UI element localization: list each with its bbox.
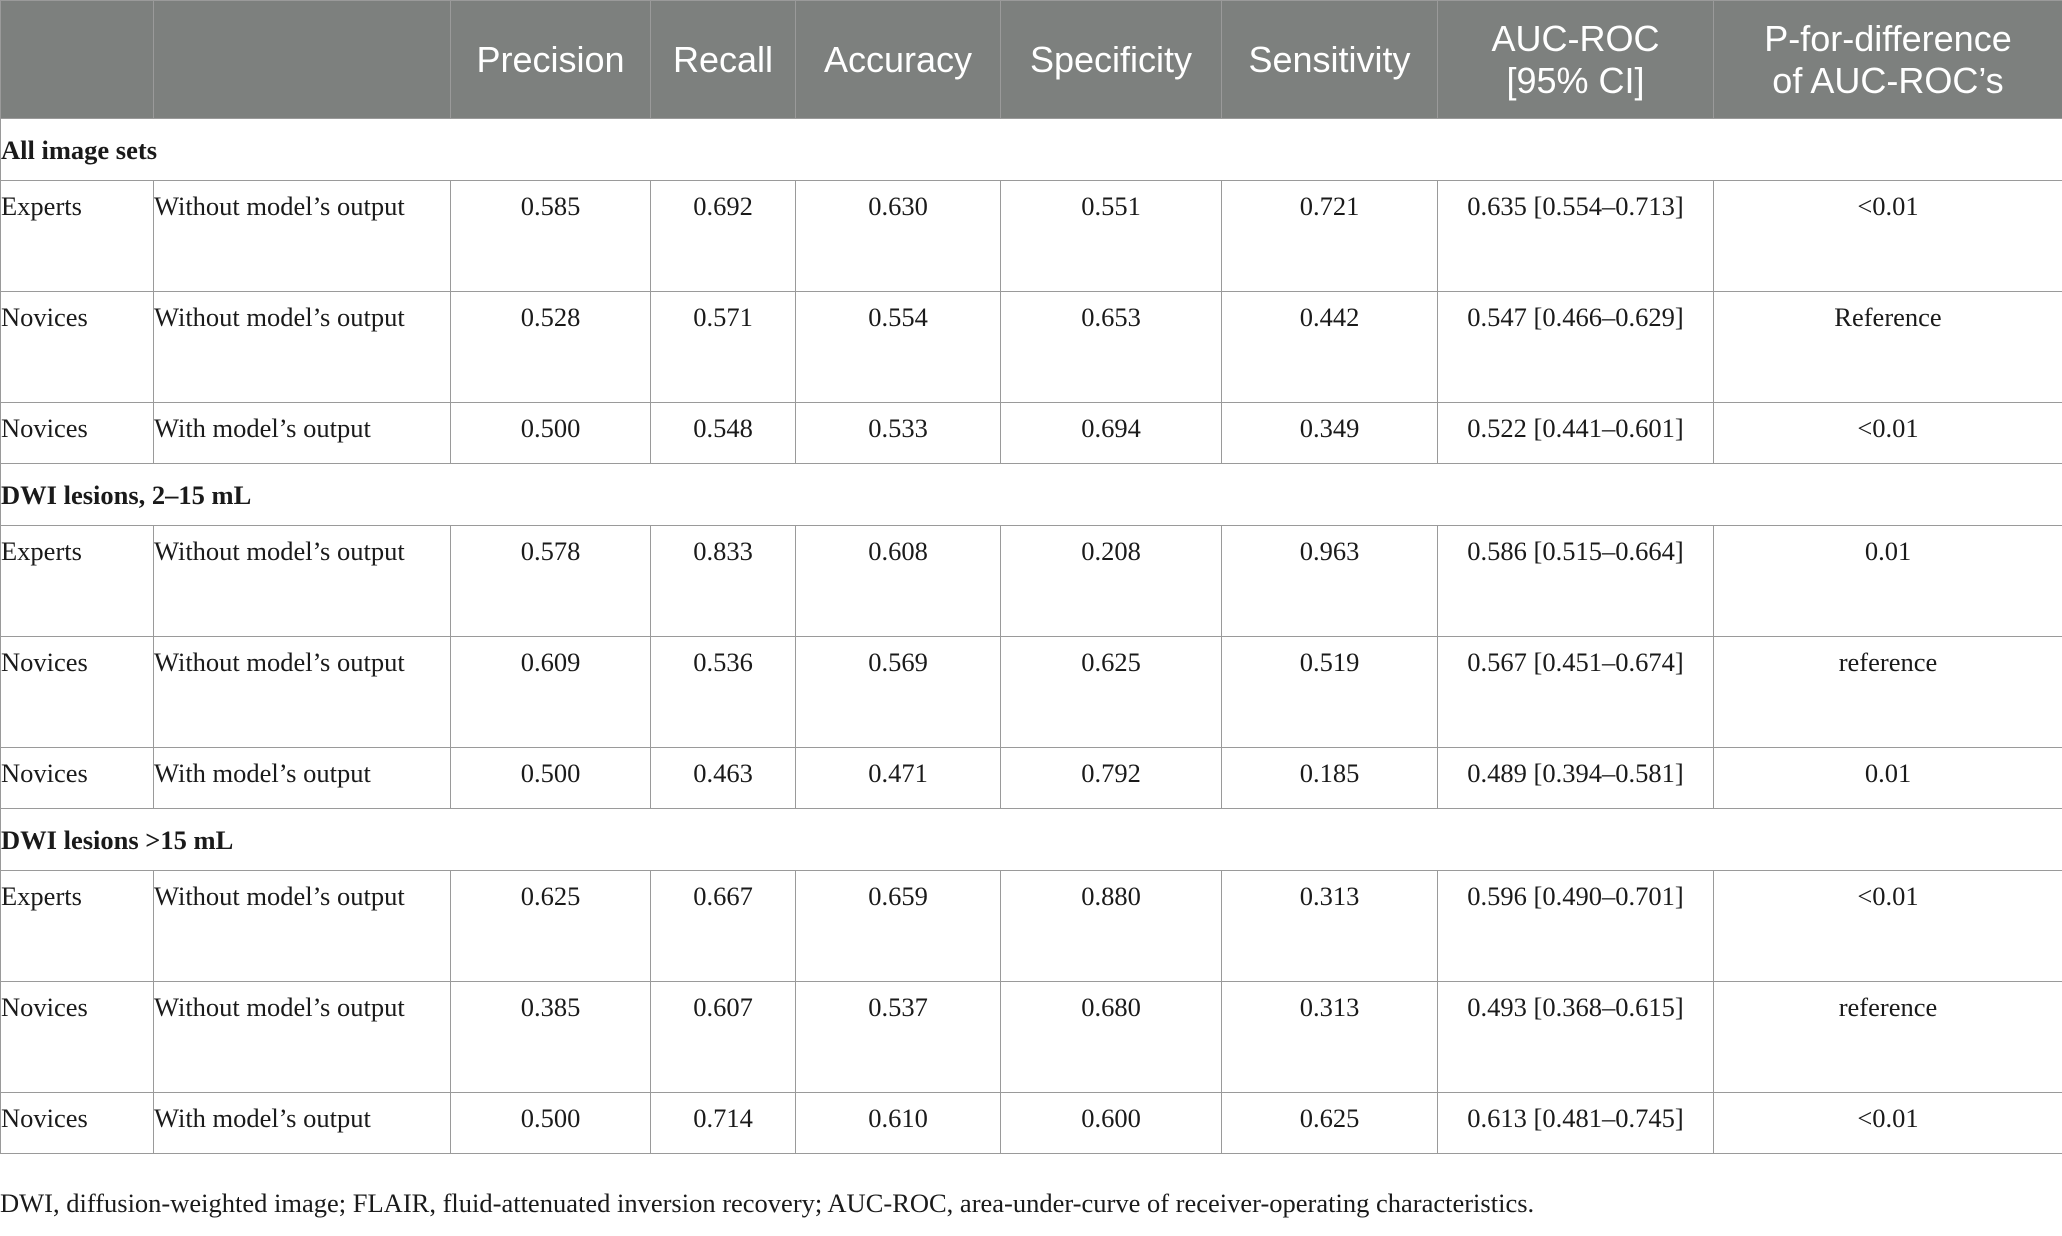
condition-cell: With model’s output [154, 1093, 451, 1154]
table-row [1, 637, 2062, 748]
header-auc-line1: AUC-ROC [1491, 17, 1660, 59]
accuracy-cell: 0.608 [796, 526, 1001, 637]
group-cell: Experts [1, 871, 154, 982]
table-row [1, 526, 2062, 637]
section-title: DWI lesions >15 mL [1, 809, 2062, 871]
sensitivity-cell: 0.721 [1222, 181, 1438, 292]
auc-cell: 0.635 [0.554–0.713] [1438, 181, 1714, 292]
table-row [1, 1093, 2062, 1154]
recall-cell: 0.667 [651, 871, 796, 982]
group-cell: Novices [1, 982, 154, 1093]
accuracy-cell: 0.569 [796, 637, 1001, 748]
p-cell: Reference [1714, 292, 2062, 403]
auc-cell: 0.567 [0.451–0.674] [1438, 637, 1714, 748]
precision-cell: 0.500 [451, 403, 651, 464]
header-blank-group [1, 1, 154, 119]
p-cell: <0.01 [1714, 403, 2062, 464]
accuracy-cell: 0.471 [796, 748, 1001, 809]
table-body [1, 119, 2062, 1154]
accuracy-cell: 0.533 [796, 403, 1001, 464]
specificity-cell: 0.208 [1001, 526, 1222, 637]
sensitivity-cell: 0.442 [1222, 292, 1438, 403]
table-row [1, 871, 2062, 982]
condition-cell: Without model’s output [154, 871, 451, 982]
auc-cell: 0.522 [0.441–0.601] [1438, 403, 1714, 464]
header-auc-line2: [95% CI] [1506, 59, 1645, 101]
condition-cell: With model’s output [154, 403, 451, 464]
sensitivity-cell: 0.349 [1222, 403, 1438, 464]
precision-cell: 0.528 [451, 292, 651, 403]
p-cell: 0.01 [1714, 526, 2062, 637]
condition-cell: Without model’s output [154, 637, 451, 748]
section-row [1, 464, 2062, 526]
sensitivity-cell: 0.625 [1222, 1093, 1438, 1154]
p-cell: 0.01 [1714, 748, 2062, 809]
recall-cell: 0.571 [651, 292, 796, 403]
group-cell: Novices [1, 1093, 154, 1154]
group-cell: Experts [1, 526, 154, 637]
table-row [1, 181, 2062, 292]
p-cell: <0.01 [1714, 1093, 2062, 1154]
group-cell: Novices [1, 748, 154, 809]
p-cell: <0.01 [1714, 181, 2062, 292]
recall-cell: 0.607 [651, 982, 796, 1093]
specificity-cell: 0.653 [1001, 292, 1222, 403]
specificity-cell: 0.694 [1001, 403, 1222, 464]
auc-cell: 0.596 [0.490–0.701] [1438, 871, 1714, 982]
precision-cell: 0.385 [451, 982, 651, 1093]
specificity-cell: 0.880 [1001, 871, 1222, 982]
header-precision: Precision [451, 1, 651, 119]
table-footnote: DWI, diffusion-weighted image; FLAIR, fluid-attenuated inversion recovery; AUC-ROC, area-under-curve of receiver-operating characteristics. [0, 1188, 1535, 1218]
accuracy-cell: 0.630 [796, 181, 1001, 292]
sensitivity-cell: 0.313 [1222, 982, 1438, 1093]
condition-cell: With model’s output [154, 748, 451, 809]
condition-cell: Without model’s output [154, 292, 451, 403]
header-row [1, 1, 2062, 119]
accuracy-cell: 0.537 [796, 982, 1001, 1093]
precision-cell: 0.500 [451, 1093, 651, 1154]
precision-cell: 0.500 [451, 748, 651, 809]
p-cell: reference [1714, 982, 2062, 1093]
sensitivity-cell: 0.185 [1222, 748, 1438, 809]
header-accuracy: Accuracy [796, 1, 1001, 119]
sensitivity-cell: 0.313 [1222, 871, 1438, 982]
header-p-line1: P-for-difference [1764, 17, 2012, 59]
sensitivity-cell: 0.519 [1222, 637, 1438, 748]
header-auc-roc [1438, 1, 1714, 119]
section-title: DWI lesions, 2–15 mL [1, 464, 2062, 526]
precision-cell: 0.578 [451, 526, 651, 637]
specificity-cell: 0.680 [1001, 982, 1222, 1093]
header-sensitivity: Sensitivity [1222, 1, 1438, 119]
group-cell: Novices [1, 292, 154, 403]
recall-cell: 0.536 [651, 637, 796, 748]
specificity-cell: 0.792 [1001, 748, 1222, 809]
recall-cell: 0.692 [651, 181, 796, 292]
condition-cell: Without model’s output [154, 526, 451, 637]
recall-cell: 0.463 [651, 748, 796, 809]
accuracy-cell: 0.610 [796, 1093, 1001, 1154]
precision-cell: 0.609 [451, 637, 651, 748]
group-cell: Experts [1, 181, 154, 292]
auc-cell: 0.489 [0.394–0.581] [1438, 748, 1714, 809]
table-row [1, 292, 2062, 403]
accuracy-cell: 0.659 [796, 871, 1001, 982]
recall-cell: 0.714 [651, 1093, 796, 1154]
condition-cell: Without model’s output [154, 181, 451, 292]
auc-cell: 0.547 [0.466–0.629] [1438, 292, 1714, 403]
condition-cell: Without model’s output [154, 982, 451, 1093]
section-title: All image sets [1, 119, 2062, 181]
specificity-cell: 0.551 [1001, 181, 1222, 292]
accuracy-cell: 0.554 [796, 292, 1001, 403]
precision-cell: 0.585 [451, 181, 651, 292]
group-cell: Novices [1, 403, 154, 464]
specificity-cell: 0.600 [1001, 1093, 1222, 1154]
section-row [1, 119, 2062, 181]
precision-cell: 0.625 [451, 871, 651, 982]
table-row [1, 403, 2062, 464]
header-specificity: Specificity [1001, 1, 1222, 119]
header-blank-condition [154, 1, 451, 119]
section-row [1, 809, 2062, 871]
table-row [1, 982, 2062, 1093]
header-recall: Recall [651, 1, 796, 119]
header-p-difference [1714, 1, 2062, 119]
p-cell: <0.01 [1714, 871, 2062, 982]
p-cell: reference [1714, 637, 2062, 748]
auc-cell: 0.586 [0.515–0.664] [1438, 526, 1714, 637]
sensitivity-cell: 0.963 [1222, 526, 1438, 637]
recall-cell: 0.833 [651, 526, 796, 637]
auc-cell: 0.613 [0.481–0.745] [1438, 1093, 1714, 1154]
group-cell: Novices [1, 637, 154, 748]
header-p-line2: of AUC-ROC’s [1772, 59, 2004, 101]
recall-cell: 0.548 [651, 403, 796, 464]
auc-cell: 0.493 [0.368–0.615] [1438, 982, 1714, 1093]
specificity-cell: 0.625 [1001, 637, 1222, 748]
table-row [1, 748, 2062, 809]
